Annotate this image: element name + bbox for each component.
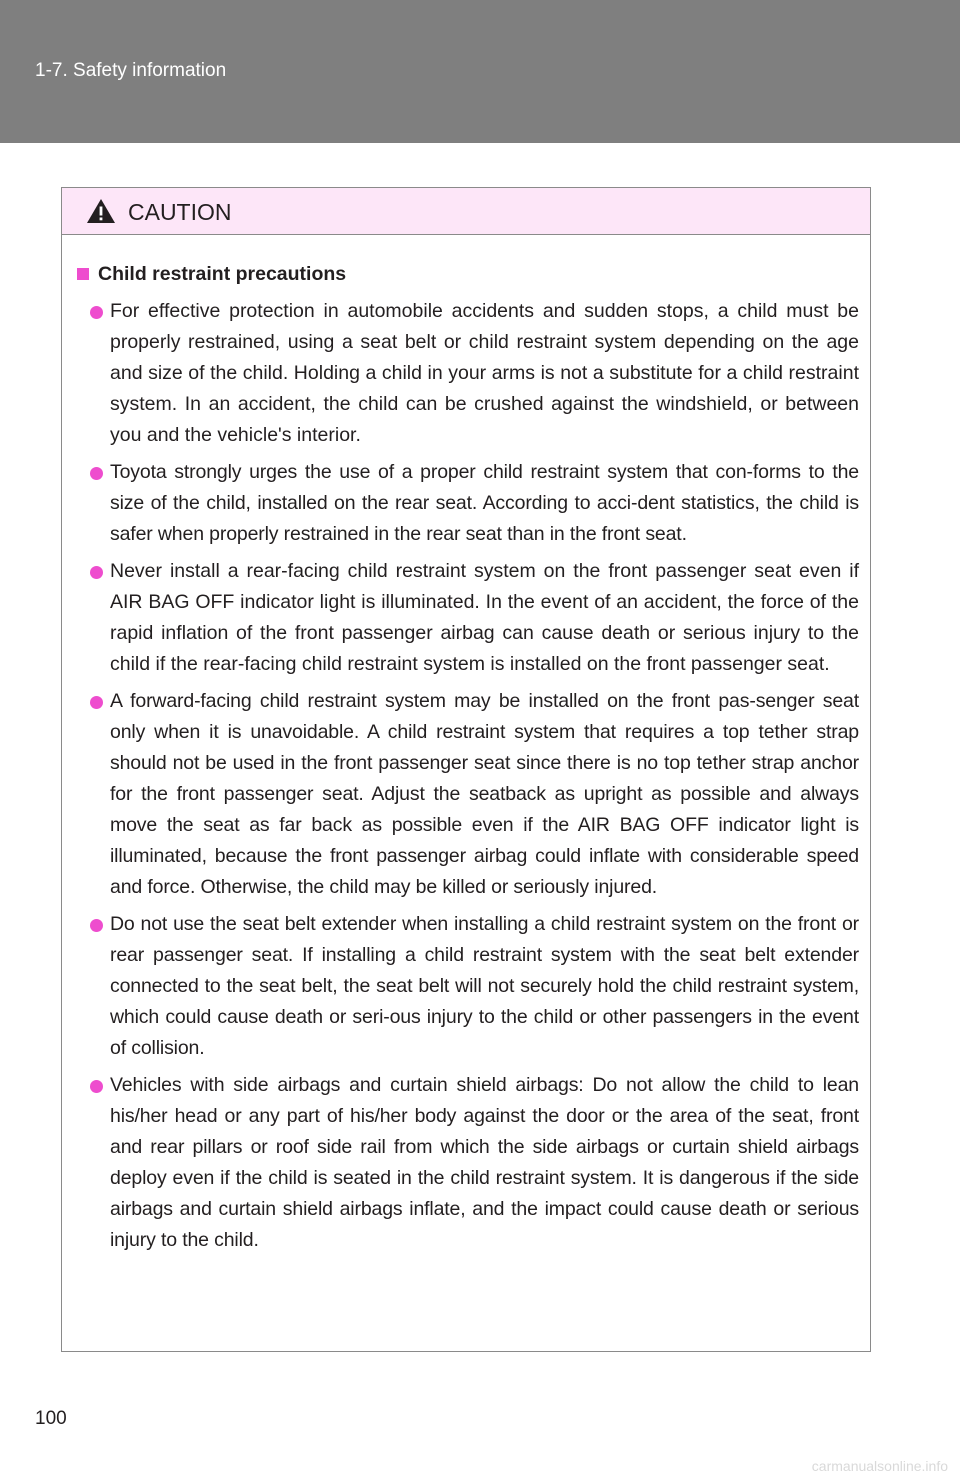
caution-box xyxy=(61,187,871,1352)
circle-bullet-icon xyxy=(90,919,103,932)
page-header xyxy=(0,0,960,143)
caution-item xyxy=(77,1070,859,1256)
section-title: 1-7. Safety information xyxy=(35,60,227,81)
caution-item-text: Toyota strongly urges the use of a proper child restraint system that con-forms to the size of the child, installed on the rear seat. According to acci-dent statistics, the child is safer when properly restrained in the rear seat than in the front seat. xyxy=(110,461,859,545)
caution-header xyxy=(62,188,870,235)
caution-body xyxy=(62,235,870,1256)
caution-label: CAUTION xyxy=(128,199,232,225)
caution-item-text: Do not use the seat belt extender when installing a child restraint system on the front or rear passenger seat. If installing a child restraint system with the seat belt extender connected to the seat belt, the seat belt will not securely hold the child restraint system, which could cause death or seri-ous injury to the child or other passengers in the event of collision. xyxy=(110,913,859,1059)
page-footer xyxy=(0,1386,960,1484)
caution-item xyxy=(77,686,859,903)
subheading-text: Child restraint precautions xyxy=(98,263,347,285)
circle-bullet-icon xyxy=(90,467,103,480)
caution-item-text: For effective protection in automobile accidents and sudden stops, a child must be properly restrained, using a seat belt or child restraint system depending on the age and size of the child. Holding a child in your arms is not a substitute for a child restraint system. In an accident, the child can be crushed against the windshield, or between you and the vehicle's interior. xyxy=(110,300,859,446)
circle-bullet-icon xyxy=(90,566,103,579)
caution-item xyxy=(77,457,859,550)
circle-bullet-icon xyxy=(90,306,103,319)
page-number: 100 xyxy=(35,1408,67,1429)
watermark: carmanualsonline.info xyxy=(811,1458,948,1474)
caution-item-text: Vehicles with side airbags and curtain shield airbags: Do not allow the child to lean his/her head or any part of his/her body against the door or the area of the seat, front and rear pillars or roof side rail from which the side airbags or curtain shield airbags deploy even if the child is seated in the child restraint system. It is dangerous if the side airbags and curtain shield airbags inflate, and the impact could cause death or serious injury to the child. xyxy=(110,1074,859,1251)
caution-item xyxy=(77,909,859,1064)
caution-item xyxy=(77,296,859,451)
square-bullet-icon xyxy=(77,268,89,280)
caution-item xyxy=(77,556,859,680)
circle-bullet-icon xyxy=(90,1080,103,1093)
caution-item-text: Never install a rear-facing child restraint system on the front passenger seat even if AIR BAG OFF indicator light is illuminated. In the event of an accident, the force of the rapid inflation of the front passenger airbag can cause death or serious injury to the child if the rear-facing child restraint system is installed on the front passenger seat. xyxy=(110,560,859,675)
warning-triangle-icon xyxy=(86,198,116,224)
circle-bullet-icon xyxy=(90,696,103,709)
subheading xyxy=(77,258,859,290)
caution-item-text: A forward-facing child restraint system may be installed on the front pas-senger seat only when it is unavoidable. A child restraint system that requires a top tether strap should not be used in the front passenger seat since there is no top tether strap anchor for the front passenger seat. Adjust the seatback as upright as possible and always move the seat as far back as possible even if the AIR BAG OFF indicator light is illuminated, because the front passenger airbag could inflate with considerable speed and force. Otherwise, the child may be killed or seriously injured. xyxy=(110,690,859,898)
